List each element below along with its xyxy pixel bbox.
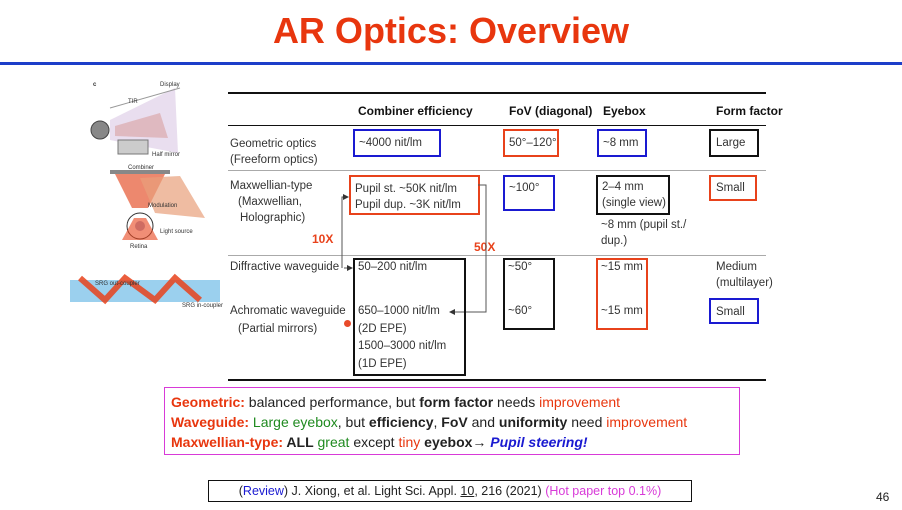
diffractive-efficiency: 50–200 nit/lm	[358, 261, 428, 273]
wg-green: Large eyebox	[249, 414, 338, 430]
geo-text1: balanced performance, but	[244, 394, 420, 410]
ref-rest: , 216 (2021)	[474, 484, 546, 498]
header-rule	[228, 125, 766, 126]
modulation-label: Modulation	[148, 203, 178, 209]
title-rule	[0, 62, 902, 65]
maxwellian-efficiency-line1: Pupil st. ~50K nit/lm	[355, 183, 457, 195]
max-arrow: →	[472, 434, 491, 450]
row-maxwellian-name-line3: Holographic)	[240, 212, 306, 224]
ref-review: Review	[242, 484, 284, 498]
wg-text2: ,	[433, 414, 442, 430]
ratio-50x: 50X	[474, 240, 496, 254]
wg-text3: and	[467, 414, 499, 430]
achromatic-efficiency-line1: 650–1000 nit/lm	[358, 305, 440, 317]
row-achromatic-name-line1: Achromatic waveguide	[230, 305, 346, 317]
achromatic-fov: ~60°	[508, 305, 533, 317]
row-achromatic-name	[230, 303, 346, 337]
header-eyebox: Eyebox	[603, 104, 646, 118]
row-diffractive-name: Diffractive waveguide	[230, 261, 340, 273]
wg-label: Waveguide:	[171, 414, 250, 430]
row-maxwellian-name-line1: Maxwellian-type	[230, 180, 313, 192]
geo-label: Geometric:	[171, 394, 245, 410]
maxwellian-eyebox-box	[596, 175, 670, 215]
header-combiner-efficiency: Combiner efficiency	[358, 104, 473, 118]
page-title: AR Optics: Overview	[272, 10, 630, 51]
waveguide-figure	[70, 278, 220, 302]
ref-volume: 10	[460, 484, 475, 498]
row-maxwellian-name	[230, 178, 312, 226]
wg-b2: FoV	[441, 414, 468, 430]
table-top-rule	[228, 92, 766, 94]
header-form-factor: Form factor	[716, 104, 783, 118]
geometric-fov: 50°–120°	[503, 129, 559, 157]
geo-red: improvement	[539, 394, 621, 410]
wg-b3: uniformity	[498, 414, 568, 430]
row-geometric-name	[230, 136, 318, 168]
achromatic-efficiency	[358, 303, 446, 373]
header-fov: FoV (diagonal)	[509, 104, 593, 118]
diffractive-eyebox: ~15 mm	[601, 261, 643, 273]
summary-geometric	[171, 392, 739, 412]
summary-box	[164, 387, 740, 455]
srg-out-label: SRG out-coupler	[95, 281, 140, 287]
tir-label: TIR	[128, 99, 138, 105]
diffractive-form-line2: (multilayer)	[716, 277, 773, 289]
panel-letter: c	[93, 82, 97, 88]
row-achromatic-name-line2: (Partial mirrors)	[238, 323, 318, 335]
summary-maxwellian	[171, 432, 739, 452]
reference-box	[208, 480, 692, 502]
row-rule-1	[228, 170, 766, 171]
diffractive-form	[716, 259, 773, 291]
srg-in-label: SRG in-coupler	[182, 303, 224, 309]
light-source-label: Light source	[160, 229, 193, 235]
display-label: Display	[160, 82, 180, 88]
achromatic-efficiency-line3: 1500–3000 nit/lm	[358, 340, 447, 352]
half-mirror-label: Half mirror	[152, 152, 180, 158]
max-blue: Pupil steering!	[490, 434, 588, 450]
maxwellian-eyebox-line3: ~8 mm (pupil st./	[601, 219, 687, 231]
wg-text4: need	[567, 414, 607, 430]
summary-waveguide	[171, 412, 739, 432]
max-text1: except	[349, 434, 399, 450]
max-b1: ALL	[283, 434, 314, 450]
maxwellian-efficiency-line2: Pupil dup. ~3K nit/lm	[355, 199, 461, 211]
maxwellian-eyebox-line2: (single view)	[602, 197, 666, 209]
achromatic-eyebox: ~15 mm	[601, 305, 643, 317]
row-geometric-name-line1: Geometric optics	[230, 138, 317, 150]
achromatic-efficiency-line4: (1D EPE)	[358, 357, 407, 370]
table-bottom-rule	[228, 379, 766, 381]
maxwellian-eyebox-extra	[601, 217, 686, 249]
page-number: 46	[876, 490, 890, 504]
maxwellian-form: Small	[709, 175, 757, 201]
ratio-10x: 10X	[312, 232, 334, 246]
wg-red: improvement	[606, 414, 688, 430]
geo-text2: needs	[493, 394, 540, 410]
wg-b1: efficiency	[368, 414, 434, 430]
max-b2: eyebox	[420, 434, 473, 450]
max-red: tiny	[398, 434, 421, 450]
achromatic-efficiency-line2: (2D EPE)	[358, 322, 407, 335]
maxwellian-eyebox-line4: dup.)	[601, 235, 628, 247]
ref-hot-paper: (Hot paper top 0.1%)	[545, 484, 662, 498]
diffractive-fov: ~50°	[508, 261, 533, 273]
maxwellian-eyebox-line1: 2–4 mm	[602, 181, 644, 193]
geometric-form: Large	[709, 129, 759, 157]
geo-bold: form factor	[419, 394, 494, 410]
optics-diagram	[60, 78, 230, 328]
achromatic-form: Small	[709, 298, 759, 324]
geometric-efficiency: ~4000 nit/lm	[353, 129, 441, 157]
diffractive-form-line1: Medium	[716, 261, 757, 273]
ref-mid: ) J. Xiong, et al. Light Sci. Appl.	[283, 484, 461, 498]
ref-open: (	[238, 484, 243, 498]
geometric-optics-figure	[91, 88, 180, 154]
cursor-dot	[344, 320, 351, 327]
max-label: Maxwellian-type:	[171, 434, 284, 450]
max-green: great	[313, 434, 350, 450]
geometric-eyebox: ~8 mm	[597, 129, 647, 157]
combiner-label: Combiner	[128, 165, 155, 171]
row-geometric-name-line2: (Freeform optics)	[230, 154, 318, 166]
row-maxwellian-name-line2: (Maxwellian,	[238, 196, 302, 208]
retina-label: Retina	[130, 244, 148, 250]
maxwellian-fov: ~100°	[503, 175, 555, 211]
wg-text1: , but	[337, 414, 369, 430]
